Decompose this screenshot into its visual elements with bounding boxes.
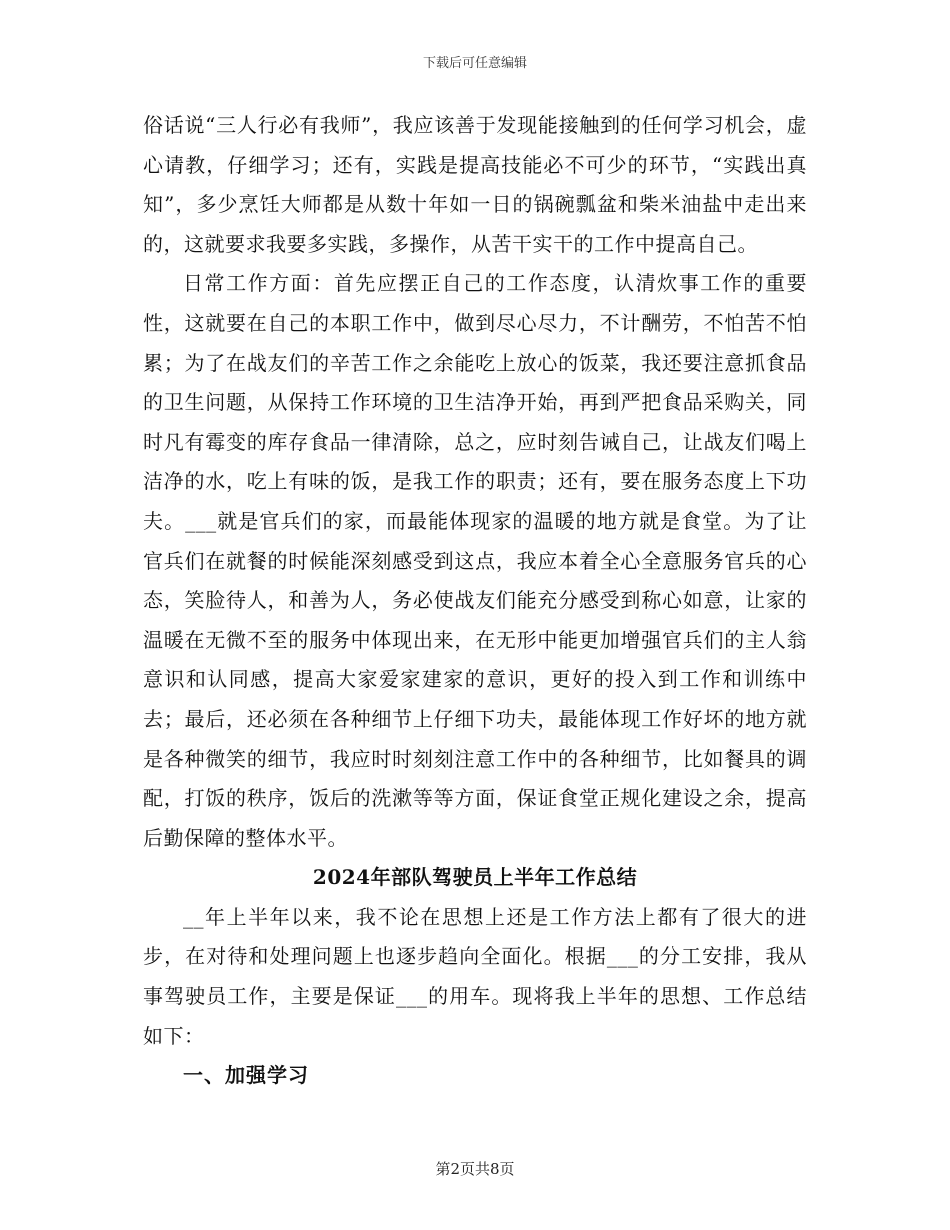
paragraph-daily-work: 日常工作方面：首先应摆正自己的工作态度，认清炊事工作的重要性，这就要在自己的本职工作中，做到尽心尽力，不计酬劳，不怕苦不怕累；为了在战友们的辛苦工作之余能吃上放心的饭菜，我还要注意抓食品的卫生问题，从保持工作环境的卫生洁净开始，再到严把食品采购关，同时凡有霉变的库存食品一律清除，总之，应时刻告诫自己，让战友们喝上洁净的水，吃上有味的饭，是我工作的职责；还有，要在服务态度上下功夫。___就是官兵们的家，而最能体现家的温暖的地方就是食堂。为了让官兵们在就餐的时候能深刻感受到这点，我应本着全心全意服务官兵的心态，笑脸待人，和善为人，务必使战友们能充分感受到称心如意，让家的温暖在无微不至的服务中体现出来，在无形中能更加增强官兵们的主人翁意识和认同感，提高大家爱家建家的意识，更好的投入到工作和训练中去；最后，还必须在各种细节上仔细下功夫，最能体现工作好坏的地方就是各种微笑的细节，我应时时刻刻注意工作中的各种细节，比如餐具的调配，打饭的秩序，饭后的洗漱等等方面，保证食堂正规化建设之余，提高后勤保障的整体水平。 bbox=[143, 271, 807, 850]
paragraph-learning: 俗话说“三人行必有我师”，我应该善于发现能接触到的任何学习机会，虚心请教，仔细学习；还有，实践是提高技能必不可少的环节，“实践出真知”，多少烹饪大师都是从数十年如一日的锅碗瓢盆和柴米油盐中走出来的，这就要求我要多实践，多操作，从苦干实干的工作中提高自己。 bbox=[143, 113, 807, 256]
document-title: 2024年部队驾驶员上半年工作总结 bbox=[312, 865, 638, 890]
document-body bbox=[143, 106, 807, 1096]
page-footer: 第2页共8页 bbox=[435, 1160, 515, 1178]
section-heading: 一、加强学习 bbox=[183, 1063, 309, 1088]
page-header: 下载后可任意编辑 bbox=[422, 56, 527, 71]
paragraph-intro: __年上半年以来，我不论在思想上还是工作方法上都有了很大的进步，在对待和处理问题上也逐步趋向全面化。根据___的分工安排，我从事驾驶员工作，主要是保证___的用车。现将我上半年的思想、工作总结如下： bbox=[143, 904, 807, 1048]
